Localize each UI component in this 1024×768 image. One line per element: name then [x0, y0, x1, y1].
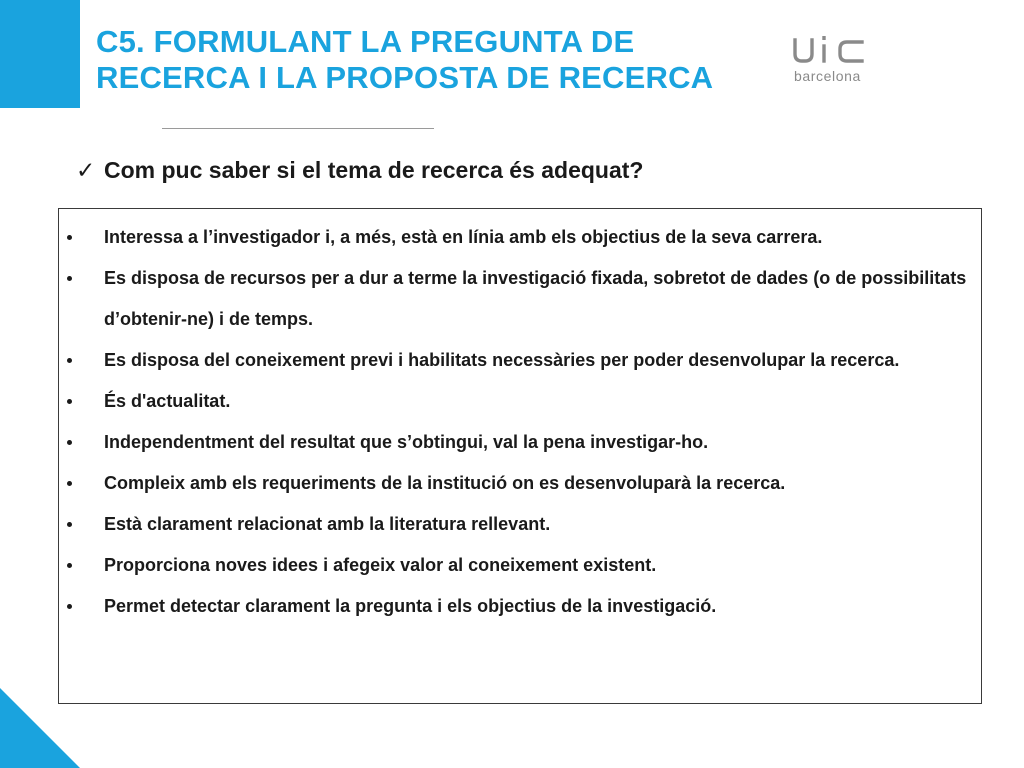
criteria-item	[59, 463, 981, 504]
uic-logo-mark	[792, 34, 866, 66]
guiding-question	[76, 154, 643, 186]
bullet-icon	[67, 522, 72, 527]
criteria-item	[59, 422, 981, 463]
criteria-box	[58, 208, 982, 704]
uic-barcelona-logo	[792, 34, 876, 90]
bullet-icon	[67, 358, 72, 363]
criteria-list	[59, 217, 981, 627]
criteria-item	[59, 586, 981, 627]
bullet-icon	[67, 235, 72, 240]
checkmark-icon: ✓	[76, 157, 96, 183]
criteria-item-text: Independentment del resultat que s’obtingui, val la pena investigar-ho.	[104, 432, 709, 452]
bullet-icon	[67, 563, 72, 568]
slide-title-line-1: C5. FORMULANT LA PREGUNTA DE	[96, 24, 635, 59]
criteria-item	[59, 545, 981, 586]
bullet-icon	[67, 604, 72, 609]
criteria-item	[59, 340, 981, 381]
corner-triangle-decoration	[0, 688, 80, 768]
bullet-icon	[67, 276, 72, 281]
criteria-item-text: Es disposa del coneixement previ i habilitats necessàries per poder desenvolupar la recerca.	[104, 350, 900, 370]
criteria-item-text: Està clarament relacionat amb la literatura rellevant.	[104, 514, 551, 534]
bullet-icon	[67, 440, 72, 445]
title-divider	[162, 128, 434, 129]
guiding-question-text: Com puc saber si el tema de recerca és adequat?	[104, 157, 644, 183]
logo-subtitle: barcelona	[794, 68, 861, 84]
slide-title	[96, 24, 776, 96]
header-accent-block	[0, 0, 80, 108]
criteria-item-text: Permet detectar clarament la pregunta i els objectius de la investigació.	[104, 596, 717, 616]
bullet-icon	[67, 481, 72, 486]
criteria-item	[59, 504, 981, 545]
criteria-item-text: Interessa a l’investigador i, a més, està en línia amb els objectius de la seva carrera.	[104, 227, 823, 247]
criteria-item-text: Proporciona noves idees i afegeix valor al coneixement existent.	[104, 555, 657, 575]
criteria-item	[59, 381, 981, 422]
bullet-icon	[67, 399, 72, 404]
criteria-item-text: Es disposa de recursos per a dur a terme la investigació fixada, sobretot de dades (o de possibilitats d’obtenir-ne) i de temps.	[104, 268, 967, 329]
criteria-item-text: Compleix amb els requeriments de la institució on es desenvoluparà la recerca.	[104, 473, 786, 493]
criteria-item	[59, 217, 981, 258]
slide-title-line-2: RECERCA I LA PROPOSTA DE RECERCA	[96, 60, 714, 95]
criteria-item	[59, 258, 981, 340]
criteria-item-text: És d'actualitat.	[104, 391, 231, 411]
